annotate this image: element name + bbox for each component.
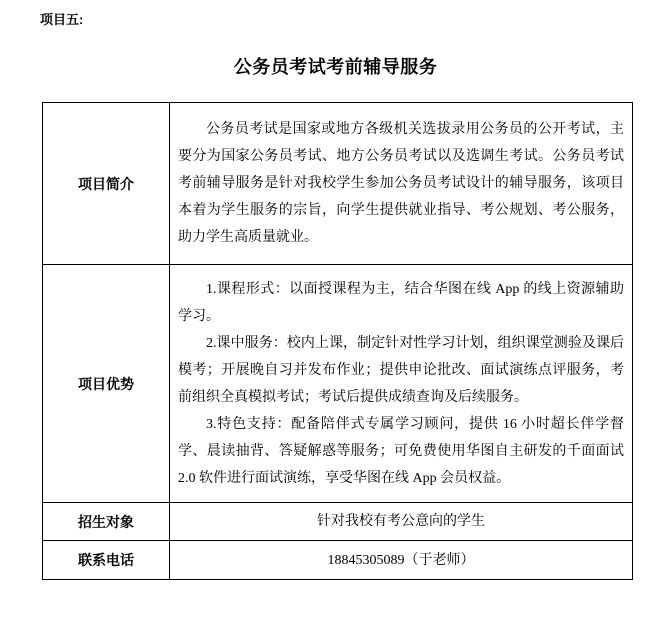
- row-content-target: 针对我校有考公意向的学生: [170, 503, 633, 541]
- intro-paragraph: 公务员考试是国家或地方各级机关选拔录用公务员的公开考试，主要分为国家公务员考试、地方公务员考试以及选调生考试。公务员考试考前辅导服务是针对我校学生参加公务员考试设计的辅导服务，该项目本着为学生服务的宗旨，向学生提供就业指导、考公规划、考公服务，助力学生高质量就业。: [178, 122, 624, 245]
- advantage-item-3: 3.特色支持：配备陪伴式专属学习顾问，提供 16 小时超长伴学督学、晨读抽背、答疑解惑等服务；可免费使用华图自主研发的千面面试 2.0 软件进行面试演练，享受华图在线 App 会员权益。: [178, 416, 624, 486]
- row-content-intro: [170, 103, 633, 265]
- table-row-target: [43, 503, 633, 541]
- table-row-advantages: [43, 265, 633, 503]
- project-label: 项目五:: [40, 12, 84, 27]
- info-table: [42, 102, 633, 580]
- row-header-advantages: 项目优势: [43, 265, 170, 503]
- page-title: 公务员考试考前辅导服务: [233, 57, 438, 77]
- advantage-item-1: 1.课程形式：以面授课程为主，结合华图在线 App 的线上资源辅助学习。: [178, 281, 624, 324]
- row-content-advantages: [170, 265, 633, 503]
- table-row-intro: [43, 103, 633, 265]
- row-header-phone: 联系电话: [43, 541, 170, 580]
- advantage-item-2: 2.课中服务：校内上课，制定针对性学习计划，组织课堂测验及课后模考；开展晚自习并发布作业；提供申论批改、面试演练点评服务，考前组织全真模拟考试；考试后提供成绩查询及后续服务。: [178, 335, 624, 405]
- row-content-phone: 18845305089（于老师）: [170, 541, 633, 580]
- table-row-phone: [43, 541, 633, 580]
- row-header-target: 招生对象: [43, 503, 170, 541]
- row-header-intro: 项目简介: [43, 103, 170, 265]
